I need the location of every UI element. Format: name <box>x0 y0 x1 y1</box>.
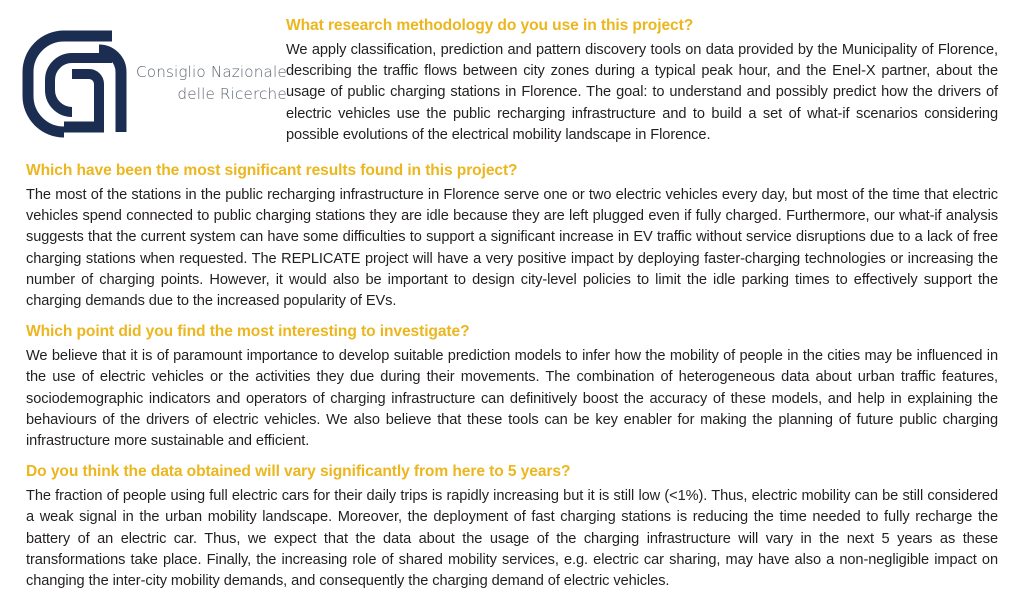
header-row <box>0 0 1024 146</box>
section-1-body: We apply classification, prediction and pattern discovery tools on data provided by the Municipality of Florence, describing the traffic flows between city zones during a typical peak hour, and the Enel-X partner, about the usage of public charging stations in Florence. The goal: to understand and possibly predict how the drivers of electric vehicles use the public recharging infrastructure and to build a set of what-if scenarios considering possible evolutions of the electrical mobility landscape in Florence. <box>286 41 998 143</box>
section-3-heading: Which point did you find the most interesting to investigate? <box>26 323 470 341</box>
cnr-logo-line-2: delle Ricerche <box>177 85 287 103</box>
section-3-body: We believe that it is of paramount importance to develop suitable prediction models to infer how the mobility of people in the cities may be influenced in the use of electric vehicles or the activities they due during their movements. The combination of heterogeneous data about urban traffic features, sociodemographic indicators and operators of charging infrastructure can definitively boost the accuracy of these models, and help in explaining the behaviours of the drivers of electric vehicles. We also believe that these tools can be key enabler for making the planning of future public charging infrastructure more sustainable and efficient. <box>26 348 998 449</box>
section-2 <box>26 161 998 312</box>
section-4 <box>26 462 998 592</box>
cnr-logo-line-1: Consiglio Nazionale <box>136 63 287 82</box>
sections-container <box>0 161 1024 592</box>
section-4-heading: Do you think the data obtained will vary significantly from here to 5 years? <box>26 463 571 481</box>
section-1-heading: What research methodology do you use in this project? <box>286 17 694 34</box>
section-3 <box>26 322 998 452</box>
section-2-body: The most of the stations in the public recharging infrastructure in Florence serve one or two electric vehicles every day, but most of the time that electric vehicles spend connected to public charging stations they are idle because they are left plugged even if fully charged. Furthermore, our what-if analysis suggests that the current system can have some difficulties to support a significant increase in EV traffic without service disruptions due to a lack of free charging stations when requested. The REPLICATE project will have a very positive impact by deploying faster-charging technologies or increasing the number of charging points. However, it would also be important to design city-level policies to limit the idle parking times to effectively support the charging demands due to the increased popularity of EVs. <box>26 186 998 309</box>
section-1 <box>276 14 998 146</box>
cnr-logo <box>14 14 287 140</box>
cnr-logo-mark-icon <box>20 28 128 140</box>
cnr-logo-wordmark <box>128 62 289 105</box>
section-2-heading: Which have been the most significant results found in this project? <box>26 161 518 179</box>
section-4-body: The fraction of people using full electric cars for their daily trips is rapidly increasing but it is still low (<1%). Thus, electric mobility can be still considered a weak signal in the urban mobility landscape. Moreover, the deployment of fast charging stations is reducing the time needed to fully recharge the battery of an electric car. Thus, we expect that the data about the usage of the charging infrastructure will vary in the next 5 years as these transformations take place. Finally, the increasing role of shared mobility services, e.g. electric car sharing, may have also a non-negligible impact on changing the inter-city mobility demands, and consequently the charging demand of electric vehicles. <box>26 488 998 589</box>
